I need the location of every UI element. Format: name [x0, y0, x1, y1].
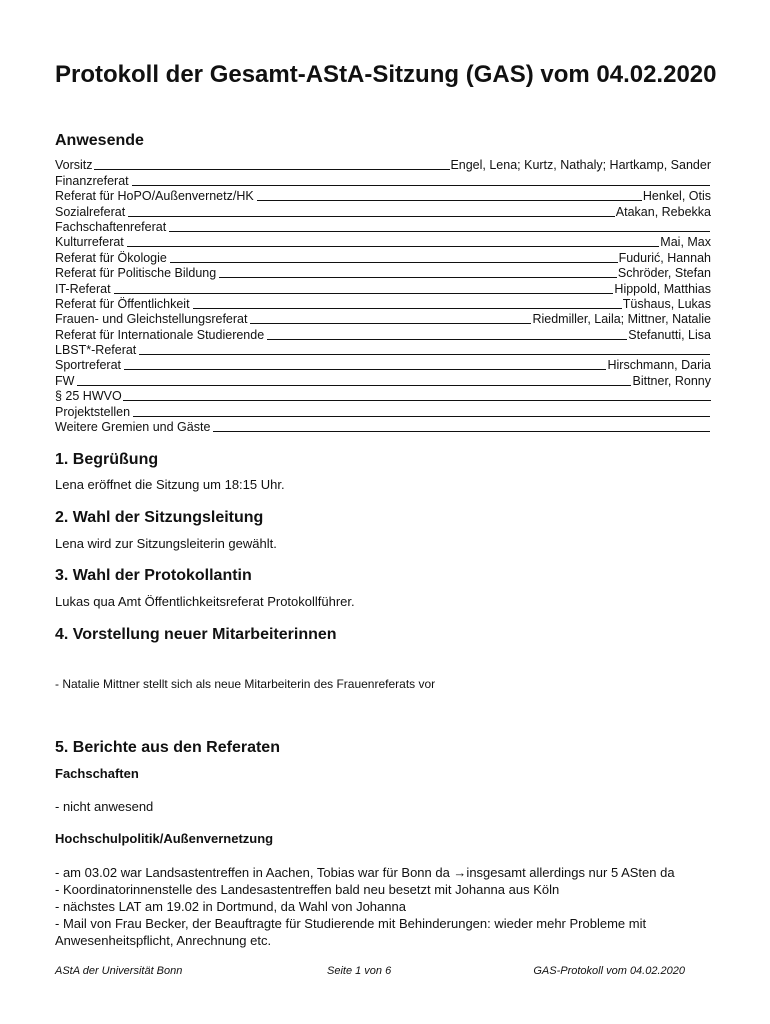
- attendance-value: Fudurić, Hannah: [618, 250, 711, 265]
- attendance-row: [55, 234, 711, 249]
- fill-line: [123, 400, 711, 401]
- fill-line: [128, 216, 615, 217]
- attendance-value: Mai, Max: [660, 235, 711, 250]
- list-item: - nächstes LAT am 19.02 in Dortmund, da Wahl von Johanna: [55, 899, 406, 914]
- fill-line: [213, 431, 710, 432]
- attendance-label: Sozialreferat: [55, 204, 126, 219]
- fill-line: [250, 323, 531, 324]
- attendance-row: [55, 326, 711, 341]
- list-item: - Koordinatorinnenstelle des Landesastentreffen bald neu besetzt mit Johanna aus Köln: [55, 882, 560, 897]
- hochschulpolitik-list: [55, 864, 720, 949]
- fill-line: [257, 200, 642, 201]
- attendance-value: Stefanutti, Lisa: [628, 327, 711, 342]
- attendance-label: Referat für Internationale Studierende: [55, 327, 265, 342]
- attendance-value: Henkel, Otis: [642, 189, 711, 204]
- fill-line: [219, 277, 617, 278]
- attendance-label: LBST*-Referat: [55, 343, 137, 358]
- attendance-label: § 25 HWVO: [55, 389, 122, 404]
- attendance-heading: Anwesende: [55, 132, 144, 149]
- section-heading-begruessung: 1. Begrüßung: [55, 451, 159, 468]
- attendance-row: [55, 249, 711, 264]
- fill-line: [133, 416, 710, 417]
- attendance-row: [55, 265, 711, 280]
- subsection-heading-fachschaften: Fachschaften: [55, 766, 139, 781]
- fill-line: [139, 354, 710, 355]
- fill-line: [77, 385, 631, 386]
- attendance-list: [55, 157, 711, 434]
- attendance-value: Atakan, Rebekka: [615, 204, 711, 219]
- attendance-row: [55, 296, 711, 311]
- section-heading-protokollantin: 3. Wahl der Protokollantin: [55, 567, 252, 584]
- subsection-heading-hochschulpolitik: Hochschulpolitik/Außenvernetzung: [55, 831, 274, 846]
- attendance-label: Referat für Politische Bildung: [55, 266, 217, 281]
- fill-line: [169, 231, 710, 232]
- attendance-row: [55, 403, 711, 418]
- attendance-row: [55, 172, 711, 187]
- fill-line: [132, 185, 710, 186]
- fill-line: [170, 262, 618, 263]
- footer-page-number: Seite 1 von 6: [327, 965, 392, 977]
- list-item: - am 03.02 war Landsastentreffen in Aachen, Tobias war für Bonn da →insgesamt allerdings nur 5 ASten da: [55, 865, 675, 880]
- attendance-row: [55, 357, 711, 372]
- fill-line: [124, 369, 606, 370]
- section-heading-berichte: 5. Berichte aus den Referaten: [55, 739, 280, 756]
- attendance-value: Hippold, Matthias: [614, 281, 711, 296]
- section-text-sitzungsleitung: Lena wird zur Sitzungsleiterin gewählt.: [55, 536, 277, 551]
- attendance-row: [55, 219, 711, 234]
- fill-line: [114, 293, 614, 294]
- fill-line: [193, 308, 622, 309]
- section-text-begruessung: Lena eröffnet die Sitzung um 18:15 Uhr.: [55, 477, 285, 492]
- attendance-label: Fachschaftenreferat: [55, 219, 167, 234]
- list-item: - Mail von Frau Becker, der Beauftragte für Studierende mit Behinderungen: wieder mehr Probleme mit Anwesenheitspflicht, Anrechnung etc.: [55, 916, 647, 948]
- page-footer: [55, 965, 685, 981]
- attendance-label: Finanzreferat: [55, 173, 129, 188]
- fill-line: [94, 169, 451, 170]
- attendance-value: Bittner, Ronny: [632, 373, 711, 388]
- attendance-row: [55, 372, 711, 387]
- attendance-label: Vorsitz: [55, 158, 93, 173]
- section-text-mitarbeiterinnen: - Natalie Mittner stellt sich als neue Mitarbeiterin des Frauenreferats vor: [55, 677, 436, 691]
- attendance-value: Hirschmann, Daria: [607, 358, 711, 373]
- attendance-label: FW: [55, 373, 75, 388]
- footer-org: AStA der Universität Bonn: [55, 965, 183, 977]
- attendance-label: Frauen- und Gleichstellungsreferat: [55, 312, 248, 327]
- attendance-label: Sportreferat: [55, 358, 122, 373]
- attendance-label: Referat für Ökologie: [55, 250, 167, 265]
- attendance-label: Referat für HoPO/Außenvernetz/HK: [55, 189, 254, 204]
- attendance-label: Projektstellen: [55, 404, 131, 419]
- document-title: Protokoll der Gesamt-AStA-Sitzung (GAS) vom 04.02.2020: [55, 61, 717, 88]
- attendance-row: [55, 419, 711, 434]
- fill-line: [127, 246, 660, 247]
- section-heading-sitzungsleitung: 2. Wahl der Sitzungsleitung: [55, 509, 264, 526]
- attendance-row: [55, 157, 711, 172]
- attendance-label: Kulturreferat: [55, 235, 124, 250]
- attendance-value: Schröder, Stefan: [617, 266, 711, 281]
- section-heading-mitarbeiterinnen: 4. Vorstellung neuer Mitarbeiterinnen: [55, 626, 337, 643]
- footer-doc-title: GAS-Protokoll vom 04.02.2020: [533, 965, 685, 977]
- section-text-protokollantin: Lukas qua Amt Öffentlichkeitsreferat Protokollführer.: [55, 594, 355, 609]
- fill-line: [267, 339, 627, 340]
- attendance-row: [55, 280, 711, 295]
- subsection-text-fachschaften: - nicht anwesend: [55, 799, 154, 814]
- attendance-value: Engel, Lena; Kurtz, Nathaly; Hartkamp, Sander: [450, 158, 711, 173]
- attendance-label: Referat für Öffentlichkeit: [55, 296, 190, 311]
- attendance-label: IT-Referat: [55, 281, 111, 296]
- attendance-value: Riedmiller, Laila; Mittner, Natalie: [532, 312, 711, 327]
- attendance-row: [55, 203, 711, 218]
- attendance-value: Tüshaus, Lukas: [622, 296, 711, 311]
- attendance-row: [55, 311, 711, 326]
- attendance-row: [55, 388, 711, 403]
- attendance-row: [55, 342, 711, 357]
- attendance-label: Weitere Gremien und Gäste: [55, 420, 211, 435]
- attendance-row: [55, 188, 711, 203]
